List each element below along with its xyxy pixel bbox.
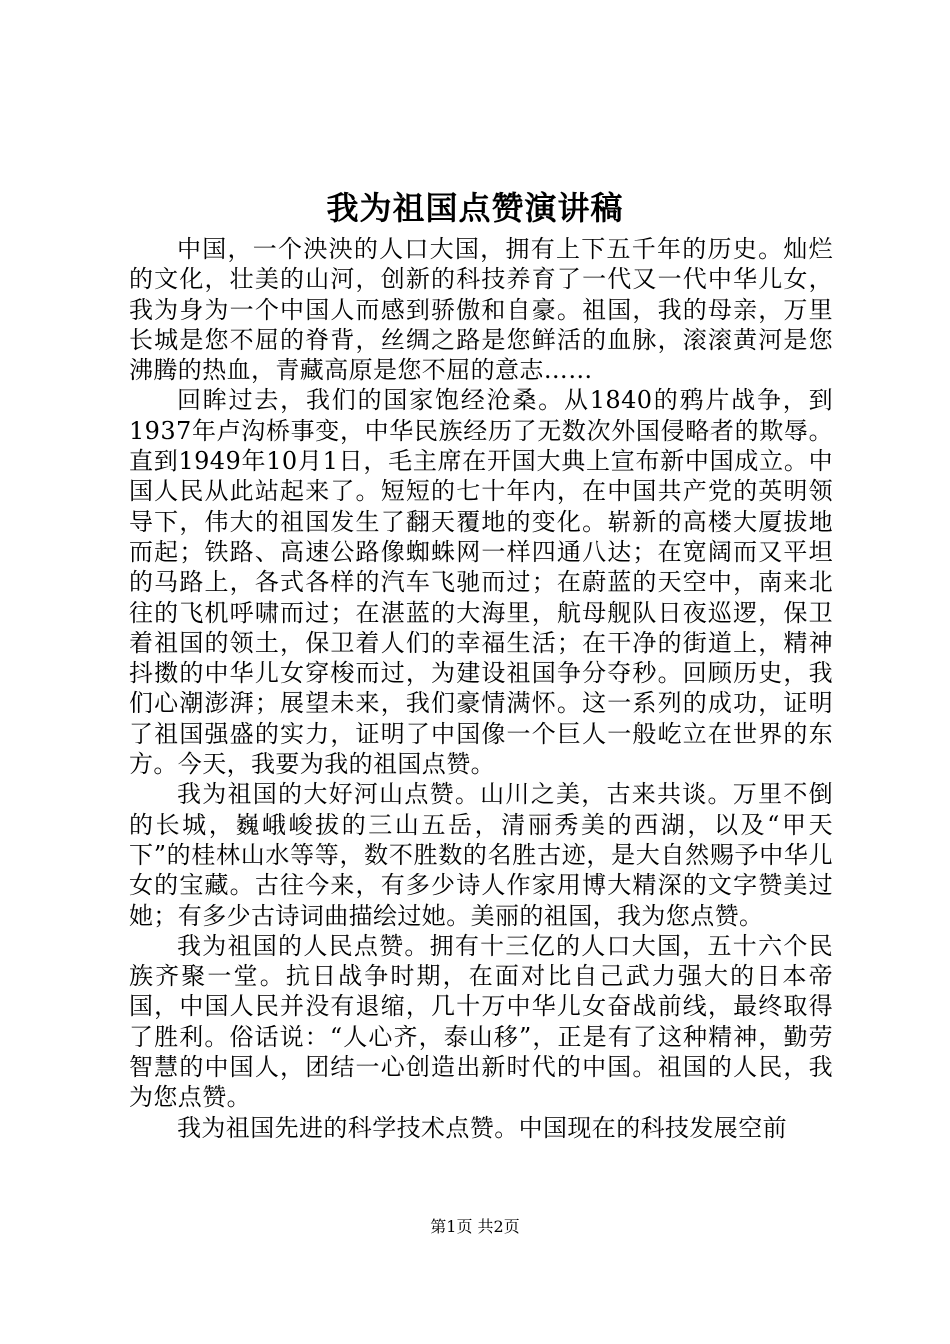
document-title: 我为祖国点赞演讲稿 — [326, 189, 624, 227]
paragraph: 回眸过去，我们的国家饱经沧桑。从1840的鸦片战争，到1937年卢沟桥事变，中华民族经历了无数次外国侵略者的欺辱。直到1949年10月1日，毛主席在开国大典上宣布新中国成立。中国人民从此站起来了。短短的七十年内，在中国共产党的英明领导下，伟大的祖国发生了翻天覆地的变化。崭新的高楼大厦拔地而起；铁路、高速公路像蜘蛛网一样四通八达；在宽阔而又平坦的马路上，各式各样的汽车飞驰而过；在蔚蓝的天空中，南来北往的飞机呼啸而过；在湛蓝的大海里，航母舰队日夜巡逻，保卫着祖国的领土，保卫着人们的幸福生活；在干净的街道上，精神抖擞的中华儿女穿梭而过，为建设祖国争分夺秒。回顾历史，我们心潮澎湃；展望未来，我们豪情满怀。这一系列的成功，证明了祖国强盛的实力，证明了中国像一个巨人一般屹立在世界的东方。今天，我要为我的祖国点赞。 — [129, 386, 833, 779]
paragraph: 我为祖国的大好河山点赞。山川之美，古来共谈。万里不倒的长城，巍峨峻拔的三山五岳，清丽秀美的西湖，以及“甲天下”的桂林山水等等，数不胜数的名胜古迹，是大自然赐予中华儿女的宝藏。古往今来，有多少诗人作家用博大精深的文字赞美过她；有多少古诗词曲描绘过她。美丽的祖国，我为您点赞。 — [129, 780, 833, 930]
page-footer: 第1页 共2页 — [430, 1217, 520, 1236]
document-body — [129, 234, 833, 1143]
paragraph: 我为祖国先进的科学技术点赞。中国现在的科技发展空前 — [177, 1113, 787, 1142]
paragraph: 我为祖国的人民点赞。拥有十三亿的人口大国，五十六个民族齐聚一堂。抗日战争时期，在面对比自己武力强大的日本帝国，中国人民并没有退缩，几十万中华儿女奋战前线，最终取得了胜利。俗话说：“人心齐，泰山移”，正是有了这种精神，勤劳智慧的中国人，团结一心创造出新时代的中国。祖国的人民，我为您点赞。 — [129, 931, 833, 1112]
paragraph: 中国，一个泱泱的人口大国，拥有上下五千年的历史。灿烂的文化，壮美的山河，创新的科技养育了一代又一代中华儿女，我为身为一个中国人而感到骄傲和自豪。祖国，我的母亲，万里长城是您不屈的脊背，丝绸之路是您鲜活的血脉，滚滚黄河是您沸腾的热血，青藏高原是您不屈的意志…… — [129, 235, 833, 385]
